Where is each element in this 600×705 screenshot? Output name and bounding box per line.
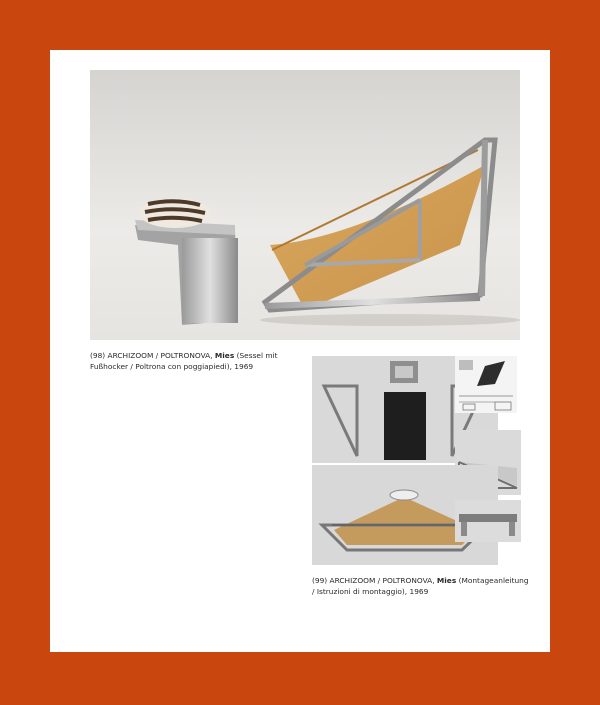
caption-figure-99 [312,576,550,597]
figure-description: (Montageanleitung [458,576,529,585]
photo-mies-chair-with-footstool [90,70,520,340]
caption-figure-98 [90,351,320,372]
figure-studio: ARCHIZOOM / POLTRONOVA, [107,351,213,360]
figure-title: Mies [214,351,235,360]
figure-title: Mies [436,576,457,585]
figure-description-continued: / Istruzioni di montaggio), 1969 [312,586,429,596]
figure-description: (Sessel mit [236,351,278,360]
photo-footstool [455,500,521,542]
figure-number: (99) [312,576,328,585]
photo-instruction-sheet [455,356,517,413]
page [50,50,550,652]
figure-studio: ARCHIZOOM / POLTRONOVA, [329,576,435,585]
figure-number: (98) [90,351,106,360]
figure-description-continued: Fußhocker / Poltrona con poggiapiedi), 1969 [90,361,254,371]
